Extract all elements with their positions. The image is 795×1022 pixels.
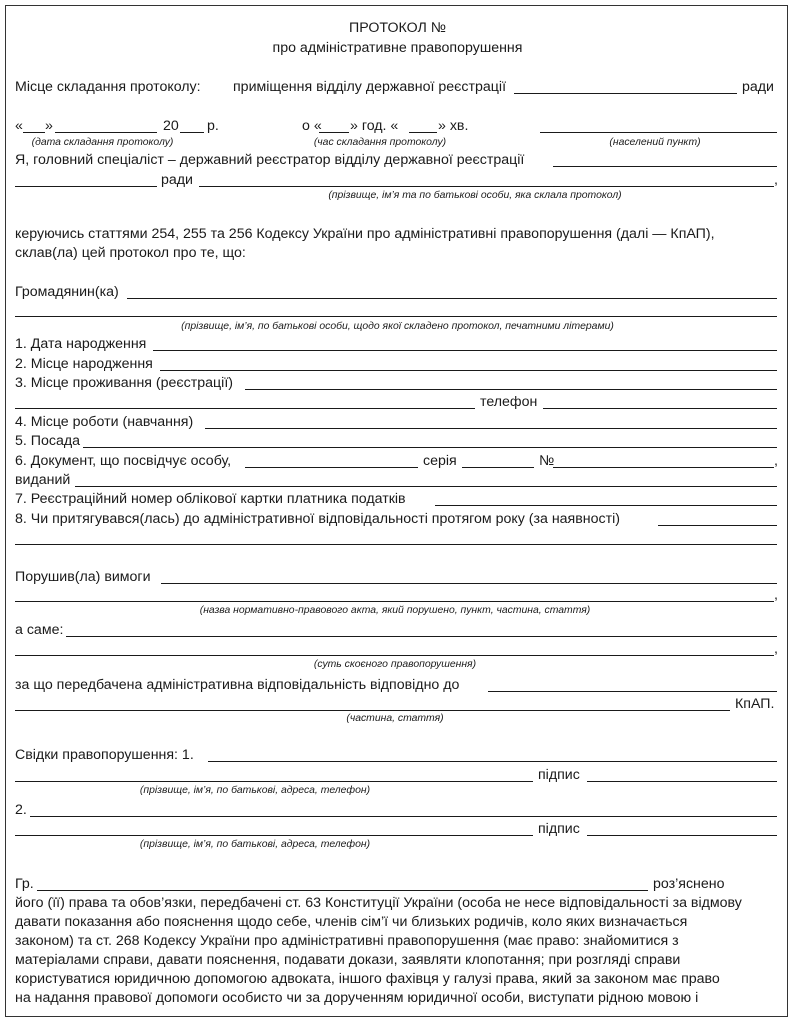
witness-1-fill-line-2[interactable]	[15, 781, 533, 782]
field-position-label: 5. Посада	[15, 433, 81, 449]
field-number-line[interactable]	[553, 467, 774, 468]
field-series-line[interactable]	[462, 467, 534, 468]
witness-2-fill-line[interactable]	[30, 816, 777, 817]
comma-mark: ,	[774, 587, 778, 603]
caption-part: (частина, стаття)	[346, 713, 444, 724]
field-document-line[interactable]	[245, 467, 418, 468]
liability-fill-line-1[interactable]	[488, 691, 777, 692]
rights-line-4: матеріалами справи, давати пояснення, подавати докази, заявляти клопотання; при розгляді справи	[15, 952, 681, 968]
settlement-fill-line[interactable]	[540, 132, 777, 133]
minute-fill-line[interactable]	[409, 132, 437, 133]
rights-line-5: користуватися юридичною допомогою адвоката, іншого фахівця у галузі права, який за законом має право	[15, 971, 720, 987]
caption-citizen: (прізвище, ім’я, по батькові особи, щодо якої складено протокол, печатними літерами)	[181, 321, 614, 332]
field-position-line[interactable]	[83, 447, 777, 448]
caption-author: (прізвище, ім’я та по батькові особи, яка склала протокол)	[328, 190, 622, 201]
place-tail: ради	[742, 79, 774, 95]
field-issued-line[interactable]	[75, 486, 777, 487]
time-min: » хв.	[438, 118, 469, 134]
author-line: Я, головний спеціаліст – державний реєстратор відділу державної реєстрації	[15, 152, 525, 168]
witness-2-signature-line[interactable]	[587, 835, 777, 836]
field-series-label: серія	[423, 453, 457, 469]
witness-1-signature-label: підпис	[538, 767, 580, 783]
witness-2-label: 2.	[15, 802, 27, 818]
rights-line-1: його (її) права та обов’язки, передбачені ст. 63 Конституції України (особа не несе відповідальності за відмову	[15, 895, 742, 911]
field-number-label: №	[539, 453, 555, 469]
day-fill-line[interactable]	[23, 132, 45, 133]
legal-basis-line-1: керуючись статтями 254, 255 та 256 Кодексу України про адміністративні правопорушення (далі — КпАП),	[15, 226, 715, 242]
witnesses-label: Свідки правопорушення: 1.	[15, 747, 194, 763]
gr-fill-line[interactable]	[37, 890, 648, 891]
field-tax-id-line[interactable]	[435, 505, 777, 506]
field-document-label: 6. Документ, що посвідчує особу,	[15, 453, 232, 469]
place-value: приміщення відділу державної реєстрації	[233, 79, 507, 95]
year-prefix: 20	[163, 118, 179, 134]
explained-label: роз’яснено	[653, 876, 725, 892]
author-rady: ради	[161, 172, 193, 188]
comma-mark: ,	[774, 172, 778, 188]
caption-act: (назва нормативно-правового акта, який порушено, пункт, частина, стаття)	[199, 605, 591, 616]
namely-fill-line-2[interactable]	[15, 655, 774, 656]
date-open-quote: «	[15, 118, 23, 134]
caption-time: (час складання протоколу)	[313, 137, 447, 148]
field-issued-label: виданий	[15, 472, 71, 488]
author-district-fill-line[interactable]	[15, 186, 157, 187]
violated-label: Порушив(ла) вимоги	[15, 569, 151, 585]
place-fill-line[interactable]	[514, 93, 737, 94]
violated-fill-line-1[interactable]	[161, 583, 777, 584]
field-residence-label: 3. Місце проживання (реєстрації)	[15, 375, 233, 391]
page-subtitle: про адміністративне правопорушення	[272, 40, 523, 56]
citizen-label: Громадянин(ка)	[15, 284, 119, 300]
field-prior-line[interactable]	[658, 525, 777, 526]
author-name-fill-line[interactable]	[199, 186, 774, 187]
liability-label: за що передбачена адміністративна відповідальність відповідно до	[15, 677, 460, 693]
field-birth-place-label: 2. Місце народження	[15, 356, 153, 372]
date-close-quote: »	[45, 118, 53, 134]
violated-fill-line-2[interactable]	[15, 601, 774, 602]
field-work-label: 4. Місце роботи (навчання)	[15, 414, 194, 430]
time-o: о «	[302, 118, 322, 134]
caption-witness-1: (прізвище, ім’я, по батькові, адреса, телефон)	[139, 785, 371, 796]
field-prior-line-2[interactable]	[15, 544, 777, 545]
citizen-fill-line-2[interactable]	[15, 316, 777, 317]
page-title: ПРОТОКОЛ №	[349, 20, 446, 36]
time-hour: » год. «	[350, 118, 399, 134]
field-birth-date-line[interactable]	[153, 350, 777, 351]
caption-settlement: (населений пункт)	[609, 137, 701, 148]
comma-mark: ,	[774, 641, 778, 657]
caption-date: (дата складання протоколу)	[31, 137, 174, 148]
witness-2-fill-line-2[interactable]	[15, 835, 533, 836]
place-label: Місце складання протоколу:	[15, 79, 201, 95]
rights-line-6: на надання правової допомоги особисто чи за дорученням юридичної особи, виступати рідною мовою і	[15, 990, 699, 1006]
month-fill-line[interactable]	[55, 132, 157, 133]
year-fill-line[interactable]	[180, 132, 204, 133]
field-tax-id-label: 7. Реєстраційний номер облікової картки платника податків	[15, 491, 406, 507]
field-birth-date-label: 1. Дата народження	[15, 336, 147, 352]
hour-fill-line[interactable]	[319, 132, 349, 133]
rights-line-2: давати показання або пояснення щодо себе, членів сім’ї чи близьких родичів, коло яких визначається	[15, 914, 688, 930]
liability-fill-line-2[interactable]	[15, 710, 730, 711]
field-work-line[interactable]	[205, 428, 777, 429]
field-birth-place-line[interactable]	[160, 370, 777, 371]
kpap-label: КпАП.	[735, 696, 775, 712]
year-suffix: р.	[207, 118, 219, 134]
witness-2-signature-label: підпис	[538, 821, 580, 837]
field-residence-line[interactable]	[245, 389, 777, 390]
field-phone-label: телефон	[480, 394, 538, 410]
legal-basis-line-2: склав(ла) цей протокол про те, що:	[15, 245, 246, 261]
caption-witness-2: (прізвище, ім’я, по батькові, адреса, телефон)	[139, 839, 371, 850]
rights-line-3: законом) та ст. 268 Кодексу України про адміністративні правопорушення (має право: знайомитися з	[15, 933, 679, 949]
field-residence-line-2[interactable]	[15, 408, 475, 409]
gr-label: Гр.	[15, 876, 34, 892]
field-prior-label: 8. Чи притягувався(лась) до адміністративної відповідальності протягом року (за наявності)	[15, 511, 620, 527]
comma-mark: ,	[774, 453, 778, 469]
witness-1-signature-line[interactable]	[587, 781, 777, 782]
citizen-fill-line-1[interactable]	[127, 298, 777, 299]
field-phone-line[interactable]	[543, 408, 777, 409]
namely-label: а саме:	[15, 622, 64, 638]
namely-fill-line-1[interactable]	[66, 636, 777, 637]
witness-1-fill-line[interactable]	[208, 761, 777, 762]
author-unit-fill-line[interactable]	[553, 166, 777, 167]
caption-essence: (суть скоєного правопорушення)	[313, 659, 477, 670]
